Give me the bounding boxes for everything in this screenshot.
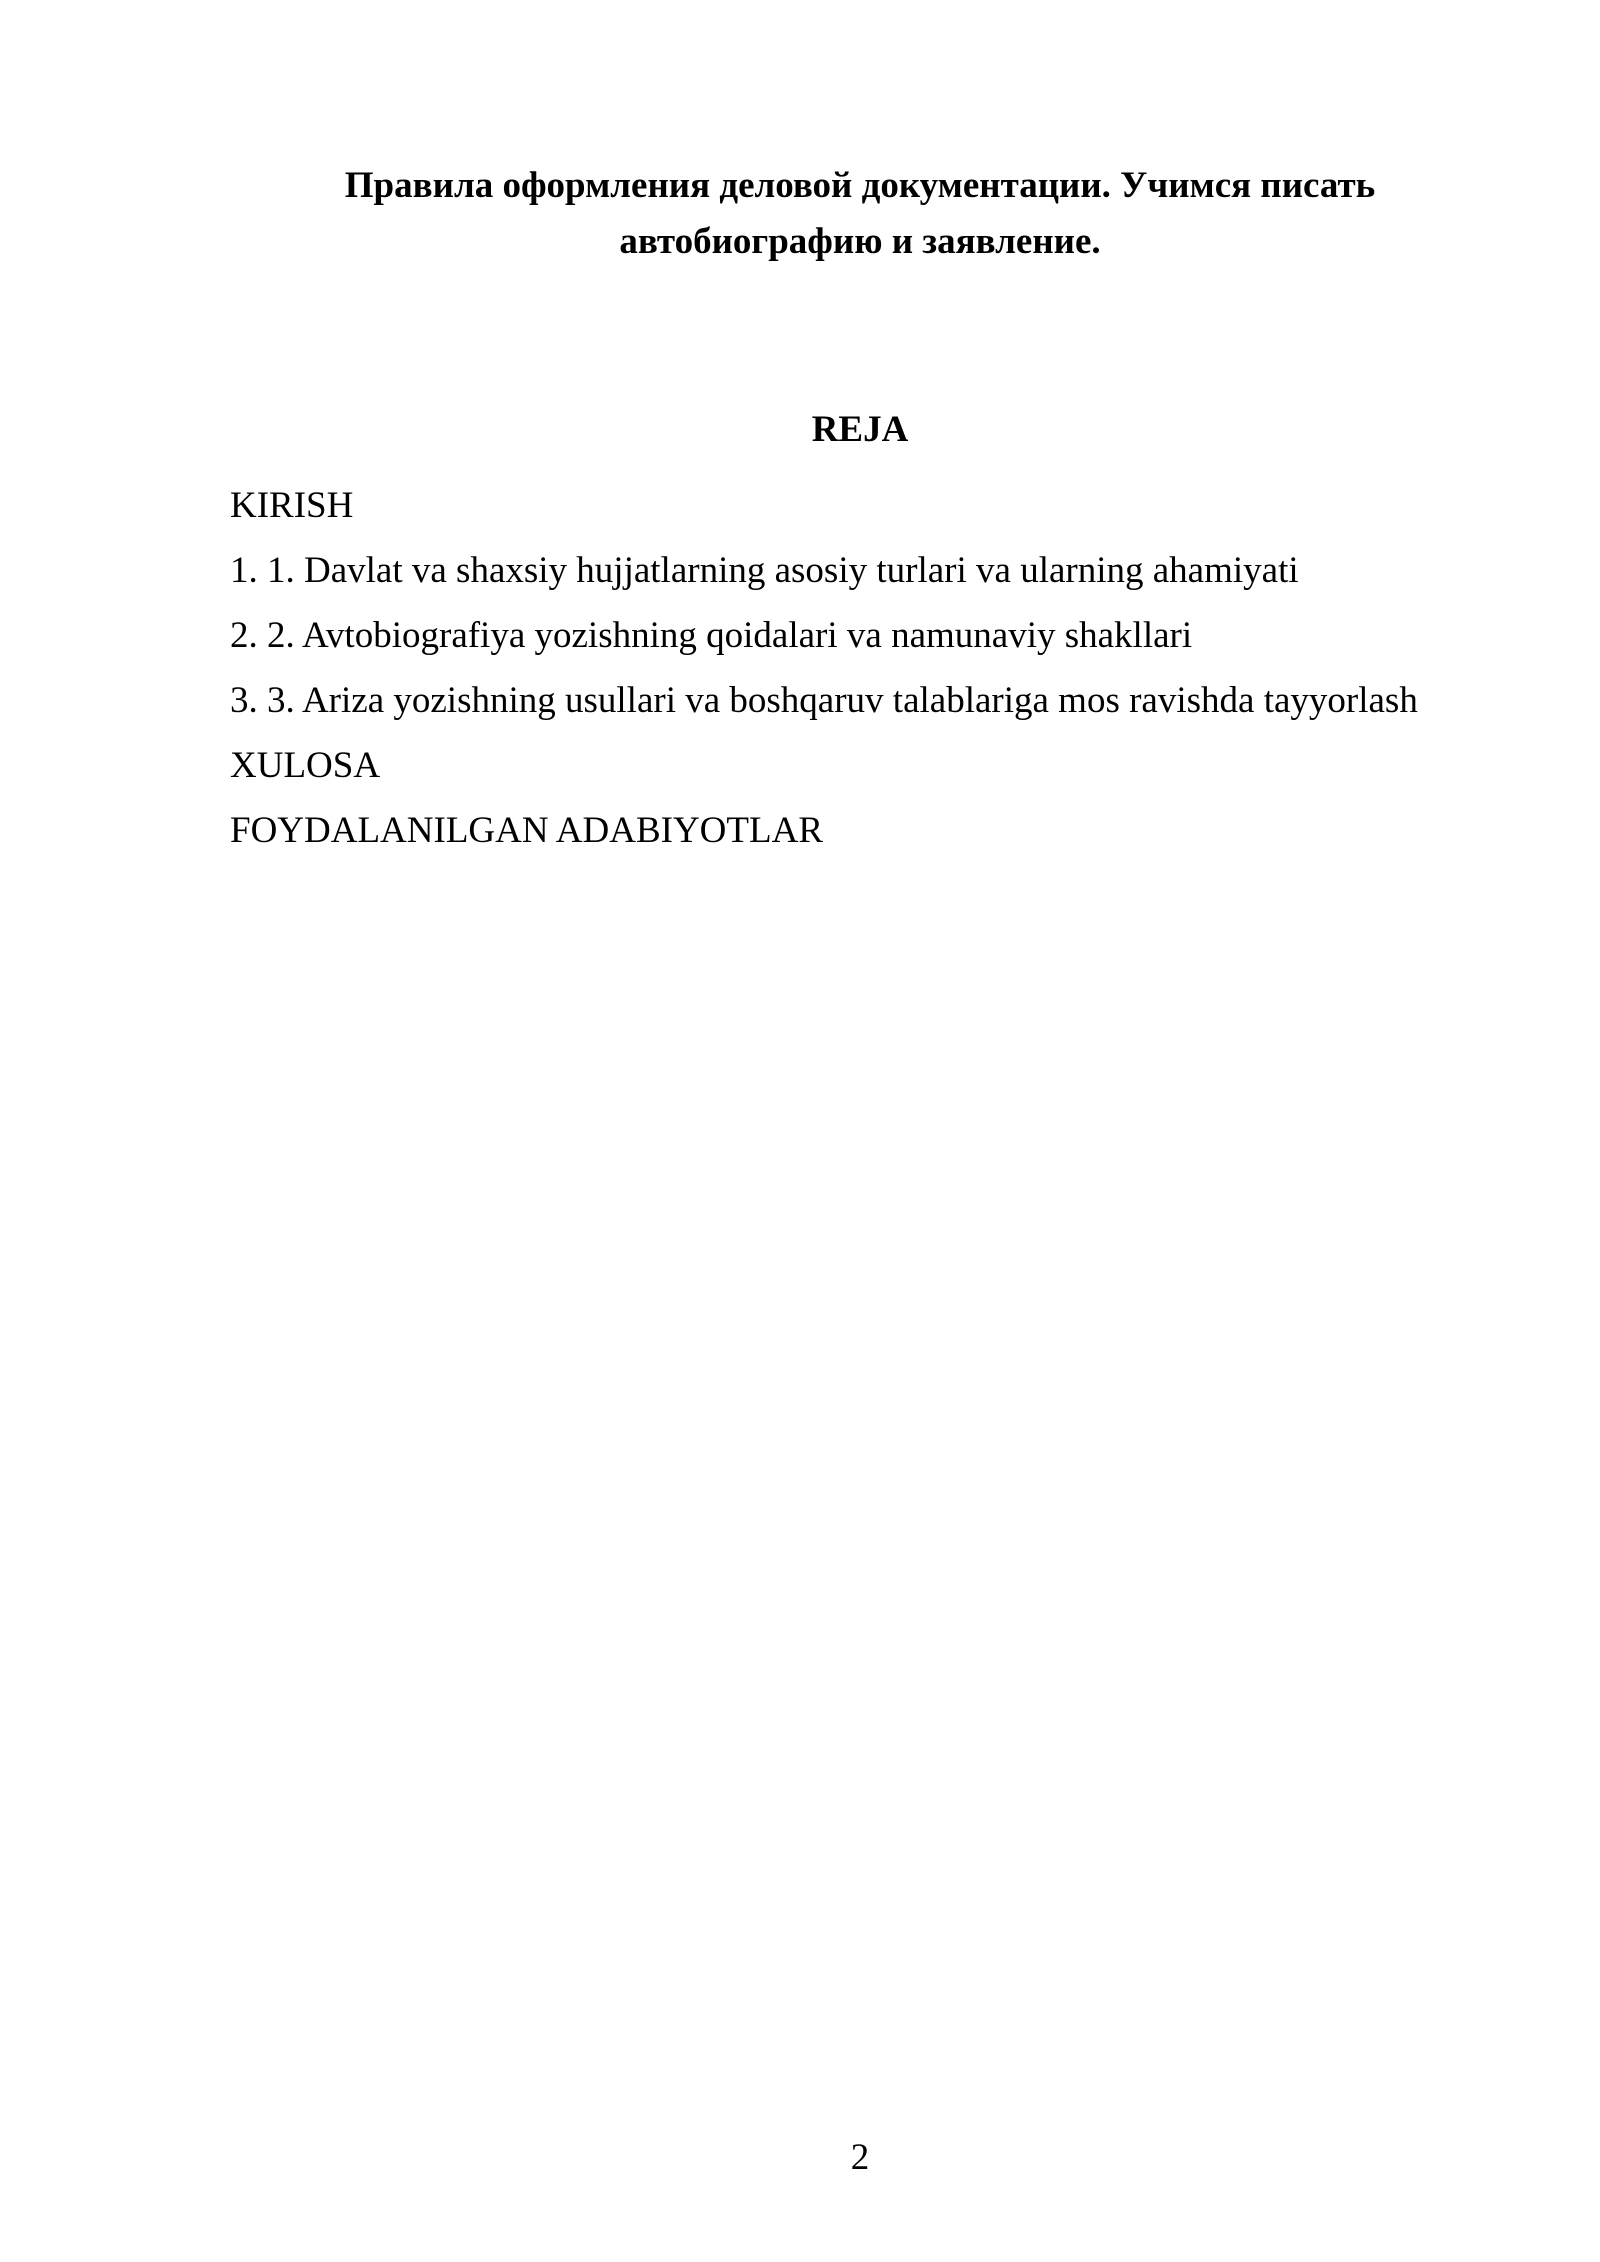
document-title-line-2: автобиографию и заявление. <box>619 221 1101 262</box>
document-title-line-1: Правила оформления деловой документации. Учимся писать <box>344 165 1376 206</box>
page-number: 2 <box>850 2137 870 2178</box>
plan-heading: REJA <box>811 409 909 450</box>
plan-item-1: 1. 1. Davlat va shaxsiy hujjatlarning asosiy turlari va ularning ahamiyati <box>230 550 1299 591</box>
plan-item-2: 2. 2. Avtobiografiya yozishning qoidalari va namunaviy shakllari <box>230 615 1193 656</box>
plan-list <box>230 473 1490 863</box>
plan-item-references: FOYDALANILGAN ADABIYOTLAR <box>230 810 823 851</box>
document-title <box>250 158 1470 270</box>
plan-item-introduction: KIRISH <box>230 485 354 526</box>
plan-item-conclusion: XULOSA <box>230 745 381 786</box>
plan-item-3: 3. 3. Ariza yozishning usullari va boshqaruv talablariga mos ravishda tayyorlash <box>230 680 1418 721</box>
